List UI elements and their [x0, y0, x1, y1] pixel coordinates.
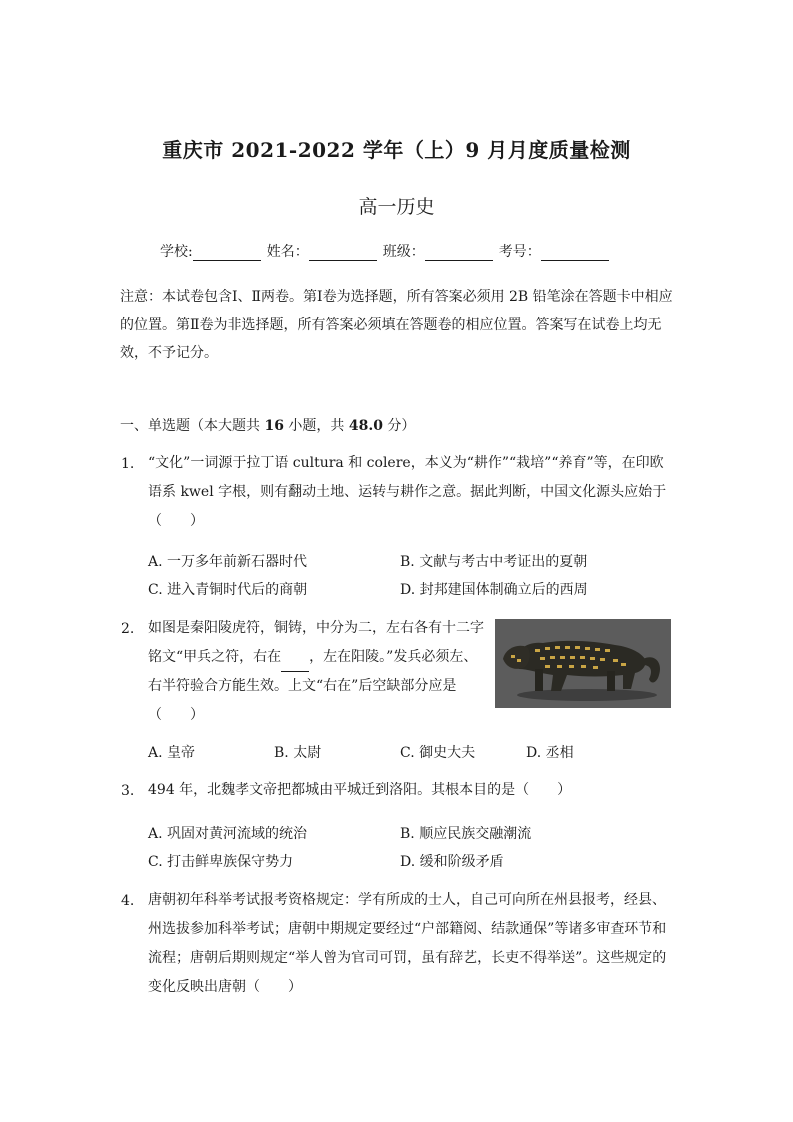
question-1-number: 1.	[121, 456, 135, 472]
question-2-option-b: B. 太尉	[274, 745, 322, 761]
question-2-option-a: A. 皇帝	[148, 745, 196, 761]
question-2-option-d: D. 丞相	[526, 745, 574, 761]
question-4-text: 唐朝初年科举考试报考资格规定：学有所成的士人，自己可向所在州县报考，经县、州选拔参加科举考试；唐朝中期规定要经过“户部籍阅、结款通保”等诸多审查环节和流程；唐朝后期则规定“举人曾为官司可罚，虽有辞艺，长吏不得举送”。这些规定的变化反映出唐朝（ ）	[148, 892, 667, 995]
school-label: 学校:	[160, 244, 193, 260]
question-3-option-a: A. 巩固对黄河流域的统治	[148, 826, 308, 842]
exam-no-label: 考号：	[498, 244, 541, 260]
question-3-text: 494 年，北魏孝文帝把都城由平城迁到洛阳。其根本目的是（ ）	[148, 782, 572, 798]
exam-subject: 高一历史	[358, 196, 435, 218]
bronze-tiger-tally-icon	[495, 619, 671, 708]
student-info-line	[160, 241, 640, 261]
question-4-number: 4.	[121, 893, 135, 909]
question-1-option-a: A. 一万多年前新石器时代	[148, 554, 308, 570]
question-1-option-c: C. 进入青铜时代后的商朝	[148, 582, 308, 598]
question-3-number: 3.	[121, 783, 135, 799]
exam-notice: 注意：本试卷包含Ⅰ、Ⅱ两卷。第Ⅰ卷为选择题，所有答案必须用 2B 铅笔涂在答题卡中相应的位置。第Ⅱ卷为非选择题，所有答案必须填在答题卷的相应位置。答案写在试卷上均无效，不予记分。	[120, 289, 673, 361]
question-1-text: “文化”一词源于拉丁语 cultura 和 colere，本义为“耕作”“栽培”“养育”等，在印欧语系 kwel 字根，则有翻动土地、运转与耕作之意。据此判断，中国文化源头应始于（ ）	[148, 455, 667, 529]
section-mid: 小题，共	[283, 418, 349, 434]
name-blank	[309, 246, 377, 261]
class-label: 班级：	[382, 244, 425, 260]
name-label: 姓名：	[266, 244, 309, 260]
question-3-option-c: C. 打击鲜卑族保守势力	[148, 854, 294, 870]
section-score: 48.0	[348, 418, 383, 434]
tiger-tally-figure	[495, 619, 671, 708]
question-2-text	[148, 614, 488, 730]
question-2-blank	[281, 657, 309, 672]
section-heading	[120, 415, 415, 435]
question-2-text-after: ，左在阳陵。”发兵必须左、右半符验合方能生效。上文“右在”后空缺部分应是（ ）	[148, 649, 478, 723]
exam-no-blank	[541, 246, 609, 261]
question-1-option-b: B. 文献与考古中考证出的夏朝	[400, 554, 588, 570]
section-suffix: 分）	[382, 418, 416, 434]
section-count: 16	[264, 418, 284, 434]
question-2-number: 2.	[121, 621, 135, 637]
question-3-option-d: D. 缓和阶级矛盾	[400, 854, 504, 870]
exam-title: 重庆市 2021-2022 学年（上）9 月月度质量检测	[162, 138, 631, 162]
question-3-option-b: B. 顺应民族交融潮流	[400, 826, 532, 842]
question-1-option-d: D. 封邦建国体制确立后的西周	[400, 582, 588, 598]
section-prefix: 一、单选题（本大题共	[120, 418, 265, 434]
class-blank	[425, 246, 493, 261]
school-blank	[193, 246, 261, 261]
question-2-option-c: C. 御史大夫	[400, 745, 476, 761]
question-2-text-before: 如图是秦阳陵虎符，铜铸，中分为二，左右各有十二字铭文“甲兵之符，右在	[148, 620, 484, 665]
